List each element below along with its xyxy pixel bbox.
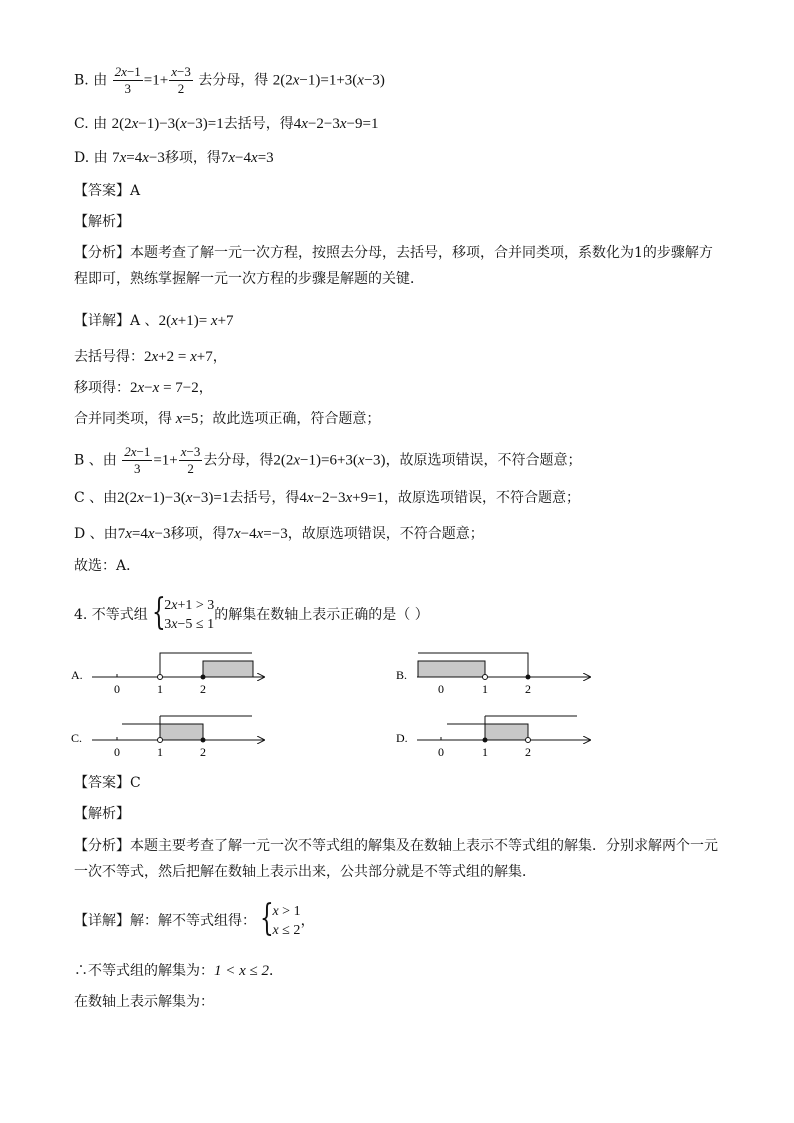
transpose-line: 移项得：2x−x = 7−2， (74, 380, 213, 396)
analysis-label: 【解析】 (74, 214, 130, 230)
answer-label: 【答案】A (74, 183, 141, 199)
svg-text:1: 1 (482, 682, 488, 696)
svg-text:2: 2 (525, 682, 531, 696)
option-a-number-line[interactable] (71, 653, 264, 696)
solution-system: { x > 1 x ≤ 2 (260, 898, 301, 939)
analysis-text: 【分析】本题考查了解一元一次方程，按照去分母，去括号，移项，合并同类项，系数化为1的步骤解方程即可，熟练掌握解一元一次方程的步骤是解题的关键． (74, 245, 713, 287)
svg-text:1: 1 (157, 682, 163, 696)
svg-text:2: 2 (200, 682, 206, 696)
svg-text:1: 1 (157, 745, 163, 759)
answer-label-2: 【答案】C (74, 775, 141, 791)
fraction: $\frac{2x-1}{3}$ (114, 64, 141, 96)
svg-text:2: 2 (525, 745, 531, 759)
remove-brackets-line: 去括号得：2x+2 = x+7， (74, 349, 227, 365)
combine-line: 合并同类项，得 x=5；故此选项正确，符合题意； (74, 411, 381, 427)
option-c-line: C. 由 2(2x−1)−3(x−3)=1去括号，得4x−2−3x−9=1 (74, 116, 379, 132)
detail-b-line: B 、由 $\frac{2x-1}{3}$ =1+ $\frac{x-3}{2}$ 去分母，得2(2x−1)=6+3(x−3)，故原选项错误，不符合题意； (74, 444, 582, 476)
svg-text:0: 0 (114, 682, 120, 696)
fraction: $\frac{x-3}{2}$ (171, 64, 191, 96)
inequality-system: { 2x+1 > 3 3x−5 ≤ 1 (152, 592, 215, 633)
detail-a-line: 【详解】A 、2(x+1)= x+7 (74, 313, 234, 329)
option-d-number-line[interactable] (396, 716, 590, 759)
svg-text:0: 0 (114, 745, 120, 759)
svg-text:0: 0 (438, 745, 444, 759)
option-c-number-line[interactable] (71, 716, 264, 759)
solution-set-line: ∴不等式组的解集为：1 < x ≤ 2． (74, 963, 284, 979)
svg-text:0: 0 (438, 682, 444, 696)
detail-c-line: C 、由2(2x−1)−3(x−3)=1去括号，得4x−2−3x+9=1，故原选项错误，不符合题意； (74, 490, 581, 506)
choose-line: 故选：A． (74, 558, 141, 574)
analysis-label-2: 【解析】 (74, 806, 130, 822)
fraction: $\frac{2x-1}{3}$ (124, 444, 151, 476)
number-line-intro: 在数轴上表示解集为： (74, 994, 214, 1010)
option-b-label: B. 由 (74, 72, 108, 89)
svg-text:2: 2 (200, 745, 206, 759)
option-a-label: A. (71, 668, 83, 682)
option-d-line: D. 由 7x=4x−3移项，得7x−4x=3 (74, 150, 274, 166)
option-d-label: D. (396, 731, 408, 745)
fraction: $\frac{x-3}{2}$ (180, 444, 201, 476)
svg-text:1: 1 (482, 745, 488, 759)
option-b-number-line[interactable] (396, 653, 590, 696)
option-c-label: C. (71, 731, 83, 745)
number-line-options (0, 640, 794, 770)
option-b-line: B. 由 $\frac{2x-1}{3}$ =1+ $\frac{x-3}{2}$ 去分母，得 2(2x−1)=1+3(x−3) (74, 64, 385, 96)
detail-inequality-line: 【详解】解：解不等式组得： { x > 1 x ≤ 2 ， (74, 898, 315, 939)
detail-d-line: D 、由7x=4x−3移项，得7x−4x=−3，故原选项错误，不符合题意； (74, 526, 484, 542)
analysis-text-2: 【分析】本题主要考查了解一元一次不等式组的解集及在数轴上表示不等式组的解集．分别求解两个一元一次不等式，然后把解在数轴上表示出来，公共部分就是不等式组的解集． (74, 838, 718, 880)
option-b-label: B. (396, 668, 408, 682)
question-4: 4. 不等式组 { 2x+1 > 3 3x−5 ≤ 1 的解集在数轴上表示正确的是（ ） (74, 592, 429, 633)
